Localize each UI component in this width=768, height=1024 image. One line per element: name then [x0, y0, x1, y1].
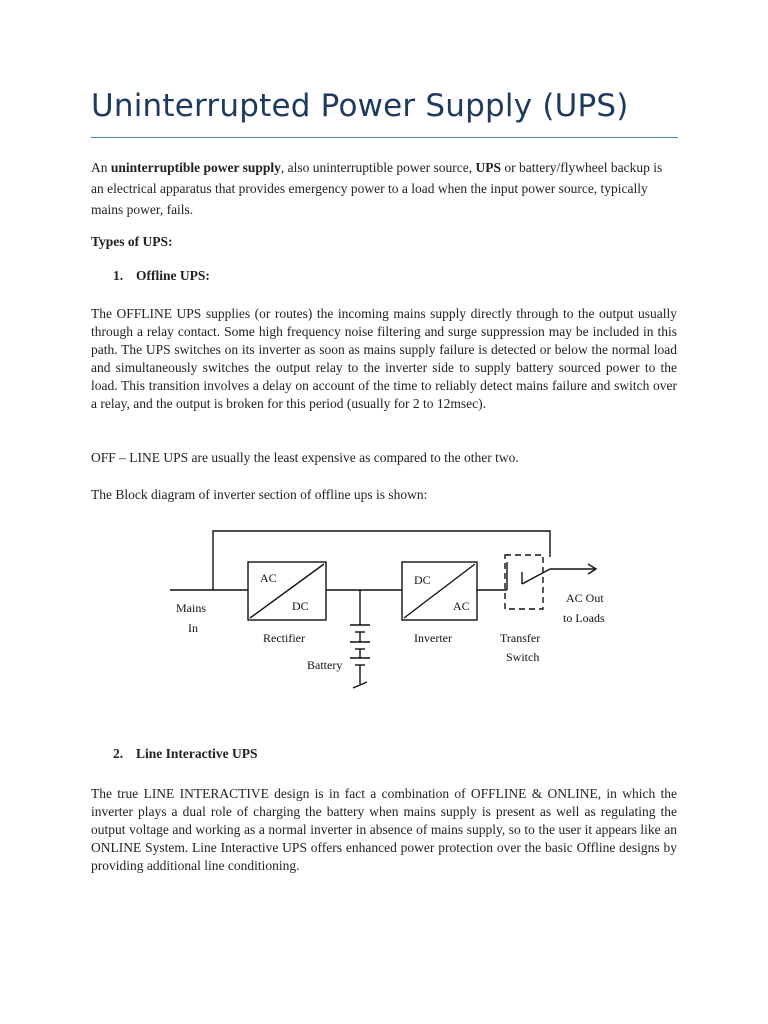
intro-text-3: or battery/flywheel backup is an electrical apparatus that provides emergency power to a load when the input power source, typically mains power, fails.	[91, 160, 663, 217]
transfer-switch-label-2: Switch	[506, 650, 540, 664]
intro-paragraph	[91, 157, 677, 220]
title-underline	[91, 137, 678, 138]
offline-heading-text: Offline UPS:	[136, 268, 210, 283]
inverter-label: Inverter	[414, 631, 452, 645]
page-title: Uninterrupted Power Supply (UPS)	[91, 88, 629, 124]
line-interactive-heading	[113, 746, 257, 762]
block-diagram-intro: The Block diagram of inverter section of offline ups is shown:	[91, 487, 428, 502]
inverter-in-label: DC	[414, 573, 431, 587]
offline-ups-heading	[113, 268, 210, 284]
battery-label: Battery	[307, 658, 343, 672]
offline-paragraph: The OFFLINE UPS supplies (or routes) the incoming mains supply directly through to the output usually through a relay contact. Some high frequency noise filtering and surge suppression may be included in this path. The UPS switches on its inverter as soon as mains supply failure is detected or below the normal load and simultaneously switches the output relay to the inverter side to supply battery sourced power to the load. This transition involves a delay on account of the time to reliably detect mains failure and switch over a relay, and the output is broken for this period (usually for 2 to 12msec).	[91, 306, 677, 411]
intro-bold-ups: UPS	[475, 160, 502, 175]
intro-text-2: , also uninterruptible power source,	[280, 160, 476, 175]
offline-ups-block-diagram	[170, 522, 610, 697]
ac-out-label-1: AC Out	[566, 591, 604, 605]
rectifier-out-label: DC	[292, 599, 309, 613]
ac-out-label-2: to Loads	[563, 611, 605, 625]
transfer-switch-label-1: Transfer	[500, 631, 541, 645]
mains-label-2: In	[188, 621, 198, 635]
offline-cost-paragraph: OFF – LINE UPS are usually the least expensive as compared to the other two.	[91, 450, 519, 465]
intro-text-1: An	[91, 160, 111, 175]
intro-bold-term: uninterruptible power supply	[110, 160, 281, 175]
rectifier-label: Rectifier	[263, 631, 305, 645]
line-interactive-paragraph: The true LINE INTERACTIVE design is in fact a combination of OFFLINE & ONLINE, in which the inverter plays a dual role of charging the battery when mains supply is present as well as regulating the output voltage and working as a normal inverter in absence of mains supply, so to the user it appears like an ONLINE System. Line Interactive UPS offers enhanced power protection over the basic Offline designs by providing additional line conditioning.	[91, 786, 677, 873]
rectifier-in-label: AC	[260, 571, 277, 585]
line-interactive-heading-text: Line Interactive UPS	[136, 746, 258, 761]
transfer-switch-arm	[522, 569, 550, 584]
types-heading: Types of UPS:	[91, 234, 173, 249]
transfer-switch-box	[505, 555, 543, 609]
offline-number: 1.	[113, 268, 124, 283]
mains-label-1: Mains	[176, 601, 206, 615]
inverter-out-label: AC	[453, 599, 470, 613]
line-interactive-number: 2.	[113, 746, 124, 761]
